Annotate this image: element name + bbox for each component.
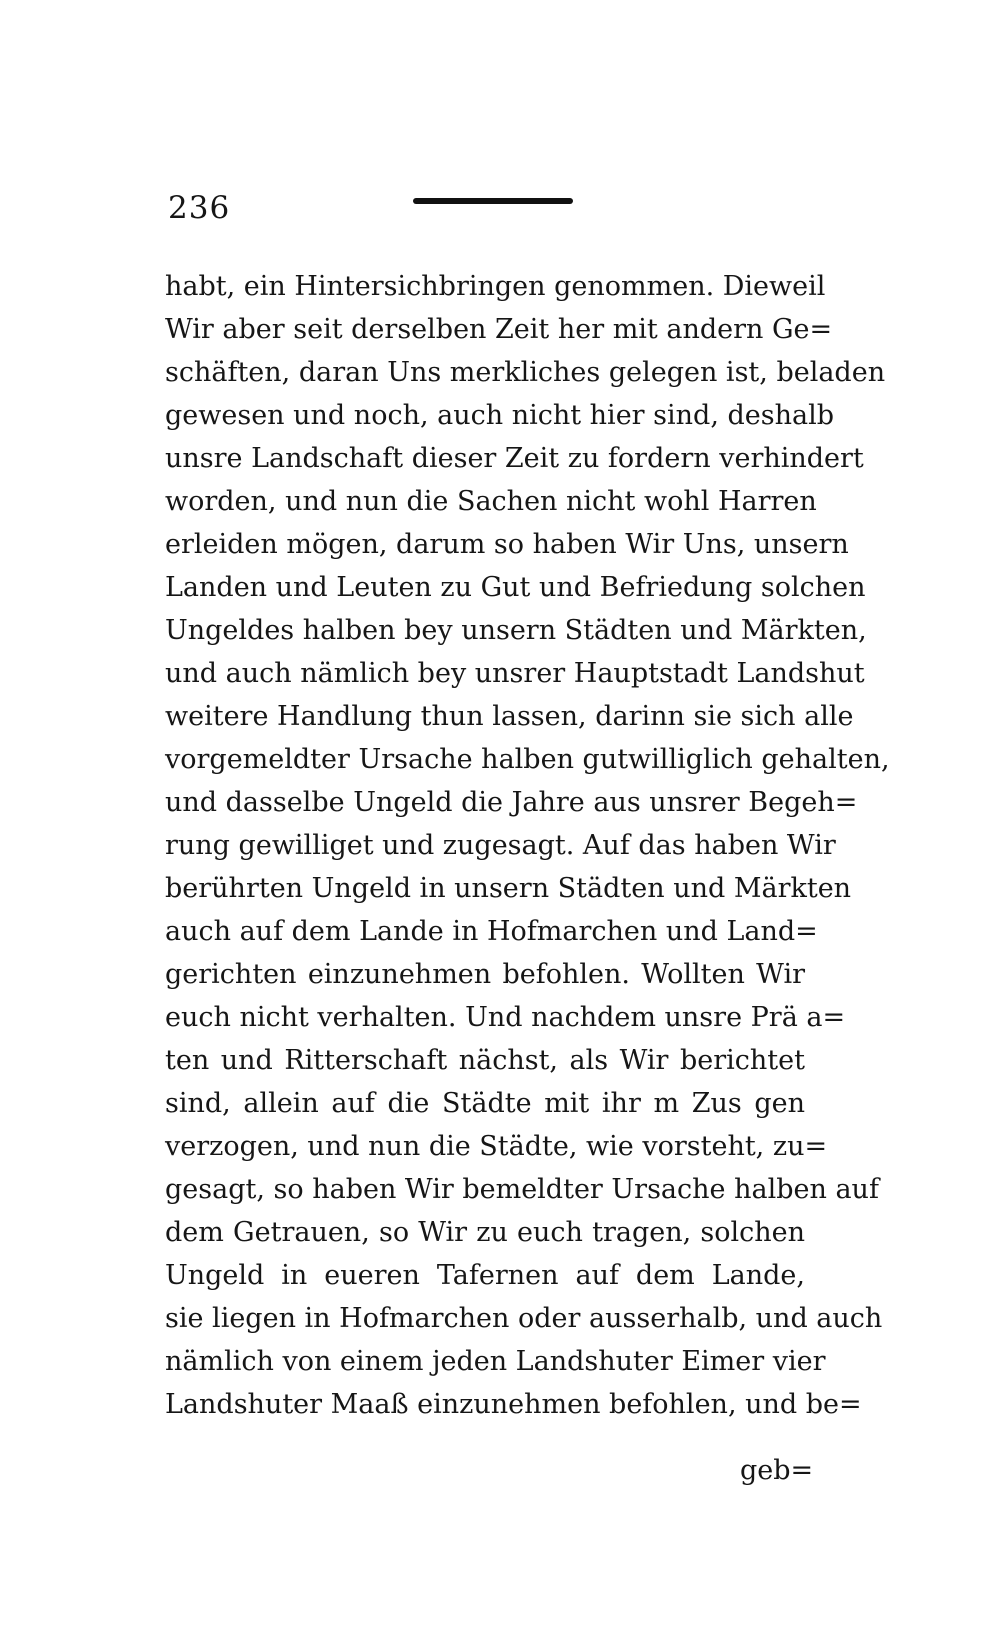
text-line: rung gewilliget und zugesagt. Auf das haben Wir — [165, 830, 836, 861]
text-line: erleiden mögen, darum so haben Wir Uns, unsern — [165, 529, 849, 560]
text-line: auch auf dem Lande in Hofmarchen und Land= — [165, 916, 818, 947]
text-line: Landshuter Maaß einzunehmen befohlen, und be= — [165, 1389, 862, 1420]
text-line: ten und Ritterschaft nächst, als Wir berichtet — [165, 1045, 805, 1076]
text-line: Ungeldes halben bey unsern Städten und Märkten, — [165, 615, 867, 646]
text-line: gesagt, so haben Wir bemeldter Ursache halben auf — [165, 1174, 879, 1205]
text-line: dem Getrauen, so Wir zu euch tragen, solchen — [165, 1217, 805, 1248]
text-line: schäften, daran Uns merkliches gelegen ist, beladen — [165, 357, 886, 388]
text-line: worden, und nun die Sachen nicht wohl Harren — [165, 486, 817, 517]
text-line: und auch nämlich bey unsrer Hauptstadt Landshut — [165, 658, 865, 689]
body-text — [165, 265, 890, 1426]
text-line: gewesen und noch, auch nicht hier sind, deshalb — [165, 400, 835, 431]
text-line: vorgemeldter Ursache halben gutwilliglich gehalten, — [165, 744, 890, 775]
text-line: Wir aber seit derselben Zeit her mit andern Ge= — [165, 314, 833, 345]
text-line: sind, allein auf die Städte mit ihr m Zus gen — [165, 1088, 805, 1119]
text-line: euch nicht verhalten. Und nachdem unsre Prä a= — [165, 1002, 846, 1033]
page-number: 236 — [168, 190, 231, 226]
header-rule — [413, 198, 573, 204]
text-line: und dasselbe Ungeld die Jahre aus unsrer Begeh= — [165, 787, 858, 818]
catchword: geb= — [740, 1455, 814, 1486]
text-line: Ungeld in eueren Tafernen auf dem Lande, — [165, 1260, 805, 1291]
text-line: sie liegen in Hofmarchen oder ausserhalb, und auch — [165, 1303, 883, 1334]
text-line: unsre Landschaft dieser Zeit zu fordern verhindert — [165, 443, 864, 474]
page-header — [168, 188, 798, 228]
text-line: nämlich von einem jeden Landshuter Eimer vier — [165, 1346, 826, 1377]
text-line: Landen und Leuten zu Gut und Befriedung solchen — [165, 572, 866, 603]
text-line: weitere Handlung thun lassen, darinn sie sich alle — [165, 701, 854, 732]
text-line: verzogen, und nun die Städte, wie vorsteht, zu= — [165, 1131, 828, 1162]
text-line: gerichten einzunehmen befohlen. Wollten Wir — [165, 959, 805, 990]
text-line: habt, ein Hintersichbringen genommen. Dieweil — [165, 271, 826, 302]
text-line: berührten Ungeld in unsern Städten und Märkten — [165, 873, 852, 904]
